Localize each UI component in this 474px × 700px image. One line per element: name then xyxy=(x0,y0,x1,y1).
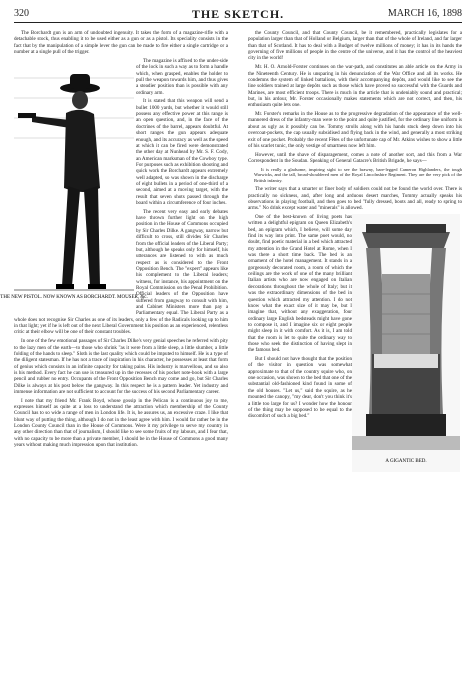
paragraph: The Borchardt gun is an arm of undoubted ingenuity. It takes the form of a magazine-rifle with a detachable stock, thus enabling it to be used either as a gun or as a pistol. Its speciality consists in the fact that by the manipulation of a simple lever the gun can be made to fire either a single cartridge or a number at a single pull of the trigger. xyxy=(14,30,228,56)
right-column xyxy=(248,30,462,474)
masthead: THE SKETCH. xyxy=(191,7,285,21)
header-rule xyxy=(14,22,462,23)
page-header xyxy=(14,8,462,22)
page-number: 320 xyxy=(14,8,29,19)
bed-illustration xyxy=(352,214,460,472)
paragraph: But I should not have thought that the position of the visitor in question was somewhat approximate to that of the country squire who, on one occasion, was shown to the bed that one of the substantial old-fashioned kind found in some of the old houses. "Let us," said the squire, as he mounted the canopy, "my dear, don't you think it's a little too large for us? I wonder how the honour of the thing may be supposed to be equal to the discomfort of such a big bed." xyxy=(248,356,352,420)
paragraph: In one of the few emotional passages of Sir Charles Dilke's very genial speeches he referred with pity to the lazy men of the earth—to those who shrink "as it were from a little sleep, a little slumber, a little folding of the hands to sleep." Sloth is the last quality which could be imputed to himself. He is a type of the diligent statesman. If he has not a trace of inspiration in his character, he possesses at least that form of genius which consists in an infinite capacity for taking pains. His industry is marvellous, and so also is his method. Every fact he can use is treasured up in the recesses of his pocket note-book with a large pencil and rubber no entry. Occupants of the Front Opposition Bench may come and go, but Sir Charles Dilke is always at his post below the gangway. In this respect he is a pattern leader. Yet industry and immense information are not sufficient to account for the success of his second Parliamentary career. xyxy=(14,338,229,395)
paragraph: The recent very easy and early debates have thrown further light on the high position in the House of Commons occupied by Sir Charles Dilke. A gangway, narrow but difficult to cross, still divides Sir Charles from the official leaders of the Liberal Party; but, although he speaks only for himself, his utterances are listened to with as much respect as is considered to the Front Opposition Bench. The "expert" appears like his complement to the Liberal leaders; witness, for instance, his appointment on the Royal Commission on the Penal Prohibition. Official leaders of the Opposition have suffered from gangway to consult with him, and Cabinet Ministers more than pay a Parliamentary equal. The Liberal Party as a whole does not recognise Sir Charles as one of its leaders, only a few of the Radicals looking up to him in that light; yet if he is left out of the next Liberal Government his position as an experienced, relentless critic at their elbow will be one of their constant troubles. xyxy=(14,208,228,336)
quote-paragraph: It is really a gladsome, inspiring sight to see the brawny, bare-legged Cameron Highlanders, the tough Warwicks, and the tall, broad-shouldered men of the Royal Lincolnshire Regiment. They are the very pick of the British infantry. xyxy=(254,166,462,184)
paragraph: I note that my friend Mr. Frank Boyd, whose gossip in the Pelican is a continuous joy to me, expresses himself as quite at a loss to understand the attraction which membership of the County Council has to so wide a range of men in London life. It is, he assures us, an excessive craze. I like that blunt way of putting the thing, although I do not in the least agree with him. I would far rather be in the London County Council than in the House of Commons. Were it my privilege to serve my country in any other direction than that of journalism, I should like to see some fruits of my labours, and I fear that, with no capacity to be more than a private member, I should be in the House of Commons a good many years without making much impression upon that institution. xyxy=(14,397,228,449)
left-column xyxy=(0,30,229,451)
paragraph: The writer says that a smarter or finer body of soldiers could not be found the world over. There is practically no sickness, and, after long and arduous desert marches, Tommy actually speaks his observations in playing football, and then goes to bed "fully dressed, boots and all, ready to spring to arms." No drink except water and "minerals" is allowed. xyxy=(248,186,462,212)
bed-figure xyxy=(352,214,462,474)
gunman-caption: THE NEW PISTOL. NOW KNOWN AS BORCHARDT. MOUSER, &c. xyxy=(0,294,148,300)
paragraph: It is stated that this weapon will send a bullet 1000 yards, but whether it would still possess any effective power at this range is an open question, and, in the face of the doctrines of the barrel, appears doubtful. At short ranges the gun appears adequate enough, and its accuracy as well as the speed at which it can be fired were demonstrated the other day at Nunhead by Mr. S. F. Cody, an American marksman of the Cowboy type. For purposes such as exhibition shooting and quick work the Borchardt appears extremely well adapted, so was shown in the discharge of eight bullets in a period of one-third of a second, aimed at a moving target, with the result that seven shots passed through the board within a circumference of four inches. xyxy=(136,98,228,206)
paragraph: One of the best-known of living poets has written a delightful epigram on Queen Elizabeth's bed, an epigram which, I believe, will some day find its way into print. The same poet would, no doubt, find poetic material in a bed which attracted my attention in the Grand Hotel at Rome, when I was there a short time back. The bed is an ornament of the hotel management. It stands in a gorgeously decorated room, a room of which the ceilings are the work of one of the many brilliant Italian artists who are now engaged on Italian decorations throughout the whole of Italy; but it was the extraordinary dimensions of the bed in question which attracted my attention. I do not know what the exact size of it may be, but I imagine that, without any exaggeration, four ordinary large English bedsteads might have gone to compose it, and I imagine six or eight people might sleep in it with comfort. As it is, I am told that the room is let to quite the ordinary way to those who seek the distinction of having slept in the famous bed. xyxy=(248,214,352,354)
paragraph: Mr. Forster's remarks in the House as to the progressive degradation of the appearance of the well-mannered dress of the infantry-man were to the point and quite justified, for the ordinary line uniform is about as ugly as it possibly can be. Tommy strolls along with his hands stuck deep down into his overcoat-pockets, the cap usually subsidised and flying back in the wind, and generally a most striking exit of one pocket. Probably the recent Fêtes of the unfortunate cap of Mr. Atkins wishes to show a little of his scarlet tunic, the only vestige of smartness now left him. xyxy=(248,111,462,149)
gunman-illustration xyxy=(0,58,148,308)
issue-date: MARCH 16, 1898 xyxy=(387,8,462,19)
paragraph: the County Council, and that County Council, be it remembered, practically legislates for a population larger than that of Holland or Belgium, larger than that of the whole of Ireland, and far larger than that of Scotland. It has to deal with a Budget of twelve millions of money; it has in its hands the governing of five millions of people in the centre of the universe, and it has the control of the heaviest city in the world! xyxy=(248,30,462,62)
paragraph: However, until the shave of disparagement, comes a note of another sort, and this from a War Correspondent in the Soudan. Speaking of General Gatacre's British Brigade, he says— xyxy=(248,151,462,165)
paragraph: Mr. H. O. Arnold-Forster continues on the war-path, and constitutes an able article on the Army in the Nineteenth Century. He is unsparing in his denunciation of the War Office and all its works. He condemns the system of linked battalions, with their accompanying depôts, and would like to see the line soldiers trained at large depôts such as those which have proved so successful with the Guards and Marines, are most efficient troops. There is much in the article that is undeniably sound and practical; but, in his ardour, Mr. Forster occasionally makes statements which are not correct, and then, his enthusiasm quite lets one. xyxy=(248,64,462,109)
bed-caption: A GIGANTIC BED. xyxy=(385,459,427,465)
paragraph: The magazine is affixed to the under-side of the lock in such a way as to form a handle which, when grasped, enables the holder to pull the weapon towards him, and thus gives a steadier position than is possible with any ordinary arm. xyxy=(136,57,228,96)
